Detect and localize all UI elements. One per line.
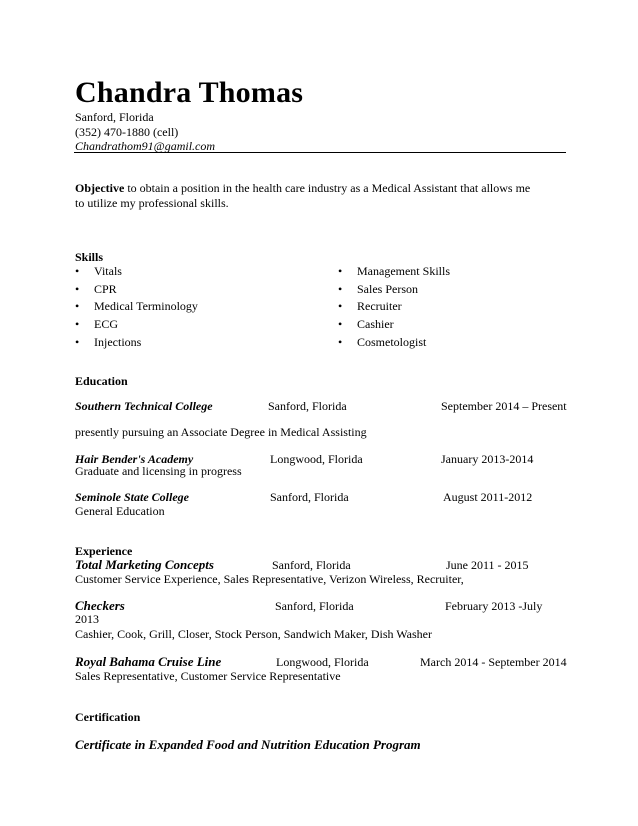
bullet-icon: • bbox=[338, 282, 343, 296]
education-note: presently pursuing an Associate Degree in Medical Assisting bbox=[75, 425, 367, 439]
bullet-icon: • bbox=[338, 264, 343, 278]
bullet-icon: • bbox=[338, 335, 343, 349]
skill-item: • Injections bbox=[75, 335, 142, 349]
school-detail: General Education bbox=[75, 504, 165, 518]
company-location: Sanford, Florida bbox=[272, 558, 351, 572]
school-dates: August 2011-2012 bbox=[443, 490, 533, 504]
resume-name: Chandra Thomas bbox=[75, 76, 304, 109]
skill-item: • Medical Terminology bbox=[75, 299, 198, 313]
school-location: Sanford, Florida bbox=[270, 490, 349, 504]
company-dates: March 2014 - September 2014 bbox=[420, 655, 567, 669]
school-name: Southern Technical College bbox=[75, 399, 213, 413]
objective-line-1 bbox=[75, 181, 530, 196]
bullet-icon: • bbox=[75, 335, 80, 349]
job-detail: Cashier, Cook, Grill, Closer, Stock Person, Sandwich Maker, Dish Washer bbox=[75, 627, 432, 641]
company-dates: June 2011 - 2015 bbox=[446, 558, 529, 572]
header-divider bbox=[74, 152, 566, 153]
job-detail: Sales Representative, Customer Service Representative bbox=[75, 669, 341, 683]
objective-label: Objective bbox=[75, 181, 125, 195]
bullet-icon: • bbox=[338, 299, 343, 313]
company-name: Total Marketing Concepts bbox=[75, 557, 214, 572]
company-name: Checkers bbox=[75, 598, 125, 613]
bullet-icon: • bbox=[75, 299, 80, 313]
education-heading: Education bbox=[75, 374, 128, 388]
company-location: Longwood, Florida bbox=[276, 655, 369, 669]
skill-item: • CPR bbox=[75, 282, 117, 296]
skill-item: • ECG bbox=[75, 317, 118, 331]
skill-item: • Cashier bbox=[338, 317, 394, 331]
skill-item: • Sales Person bbox=[338, 282, 418, 296]
job-detail: Customer Service Experience, Sales Representative, Verizon Wireless, Recruiter, bbox=[75, 572, 464, 586]
school-name: Hair Bender's Academy bbox=[75, 452, 194, 466]
skill-item: • Cosmetologist bbox=[338, 335, 427, 349]
skills-heading: Skills bbox=[75, 250, 104, 264]
school-dates: September 2014 – Present bbox=[441, 399, 567, 413]
objective-text-2: to utilize my professional skills. bbox=[75, 196, 229, 210]
school-detail: Graduate and licensing in progress bbox=[75, 464, 242, 478]
bullet-icon: • bbox=[75, 264, 80, 278]
skill-item: • Recruiter bbox=[338, 299, 402, 313]
skill-item: • Management Skills bbox=[338, 264, 450, 278]
bullet-icon: • bbox=[338, 317, 343, 331]
school-location: Sanford, Florida bbox=[268, 399, 347, 413]
certificate-title: Certificate in Expanded Food and Nutrition Education Program bbox=[75, 737, 421, 752]
school-location: Longwood, Florida bbox=[270, 452, 363, 466]
skill-item: • Vitals bbox=[75, 264, 122, 278]
objective-text-1: to obtain a position in the health care industry as a Medical Assistant that allows me bbox=[127, 181, 531, 195]
phone: (352) 470-1880 (cell) bbox=[75, 125, 179, 139]
company-name: Royal Bahama Cruise Line bbox=[75, 654, 222, 669]
company-location: Sanford, Florida bbox=[275, 599, 354, 613]
experience-heading: Experience bbox=[75, 544, 133, 558]
bullet-icon: • bbox=[75, 282, 80, 296]
company-dates-continued: 2013 bbox=[75, 612, 99, 626]
school-name: Seminole State College bbox=[75, 490, 189, 504]
company-dates: February 2013 -July bbox=[445, 599, 543, 613]
location: Sanford, Florida bbox=[75, 110, 154, 124]
certification-heading: Certification bbox=[75, 710, 141, 724]
email: Chandrathom91@gamil.com bbox=[75, 139, 216, 153]
bullet-icon: • bbox=[75, 317, 80, 331]
school-dates: January 2013-2014 bbox=[441, 452, 534, 466]
